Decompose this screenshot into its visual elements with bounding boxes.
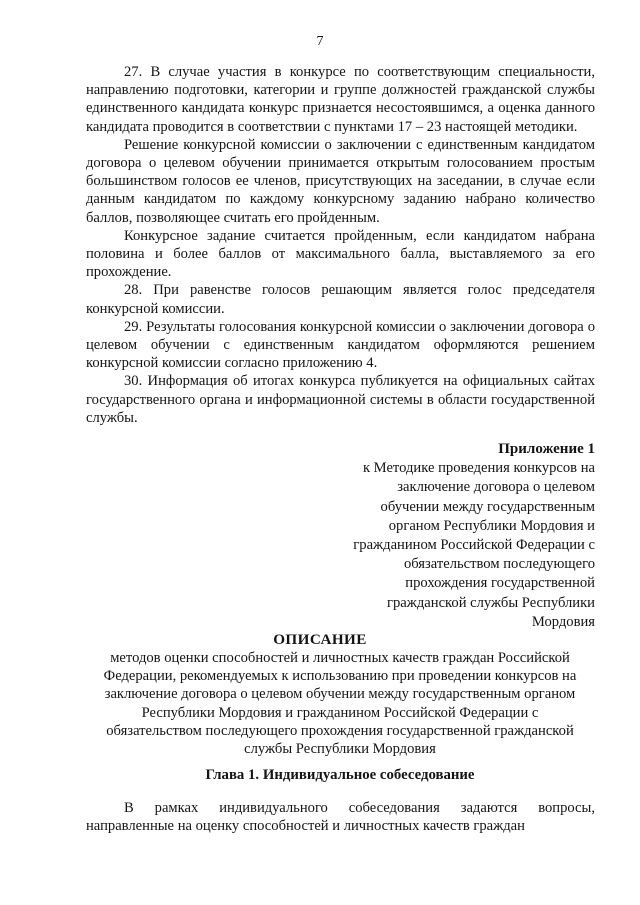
appendix-line: Мордовия <box>531 613 595 630</box>
paragraph-clause-27: 27. В случае участия в конкурсе по соответствующим специальности, направлению подготовки, категории и группе должностей гражданской службы единственного кандидата конкурс признается несостоявшимся, а оценка данного кандидата проводится в соответствии с пунктами 17 – 23 настоящей методики. <box>86 64 595 135</box>
description-line: заключение договора о целевом обучении между государственным органом <box>104 686 576 703</box>
methodology-clauses <box>86 63 595 427</box>
paragraph-task-passed: Конкурсное задание считается пройденным, если кандидатом набрана половина и более баллов от максимального балла, выставляемого за его прохождение. <box>86 227 595 281</box>
description-title: ОПИСАНИЕ <box>273 631 367 648</box>
chapter-body <box>86 799 595 835</box>
description-line: Республики Мордовия и гражданином Российской Федерации с <box>141 704 539 721</box>
appendix-line: гражданином Российской Федерации с <box>353 537 595 554</box>
page-number: 7 <box>316 34 324 49</box>
description-line: службы Республики Мордовия <box>244 741 436 758</box>
description-subtitle <box>82 649 598 758</box>
description-line: методов оценки способностей и личностных качеств граждан Российской <box>110 650 570 666</box>
appendix-line: гражданской службы Республики <box>387 594 595 611</box>
description-line: обязательством последующего прохождения государственной гражданской <box>106 722 574 739</box>
appendix-line: обязательством последующего <box>403 556 595 573</box>
chapter-title: Глава 1. Индивидуальное собеседование <box>205 767 475 783</box>
appendix-title: Приложение 1 <box>498 441 595 457</box>
appendix-line: к Методике проведения конкурсов на <box>362 460 595 477</box>
paragraph-clause-28: 28. При равенстве голосов решающим является голос председателя конкурсной комиссии. <box>86 282 595 317</box>
paragraph-clause-29: 29. Результаты голосования конкурсной комиссии о заключении договора о целевом обучении с единственным кандидатом оформляются решением конкурсной комиссии согласно приложению 4. <box>86 318 595 372</box>
paragraph-commission-decision: Решение конкурсной комиссии о заключении с единственным кандидатом договора о целевом обучении принимается открытым голосованием простым большинством голосов ее членов, присутствующих на заседании, в случае если данным кандидатом по каждому конкурсному заданию набрано количество баллов, позволяющее считать его пройденным. <box>86 136 595 226</box>
paragraph-clause-30: 30. Информация об итогах конкурса публикуется на официальных сайтах государственного органа и информационной системы в области государственной службы. <box>86 373 595 426</box>
appendix-line: органом Республики Мордовия и <box>388 517 595 534</box>
appendix-line: прохождения государственной <box>405 575 595 592</box>
appendix-heading <box>300 440 595 632</box>
appendix-line: заключение договора о целевом <box>397 479 595 496</box>
paragraph-interview: В рамках индивидуального собеседования задаются вопросы, направленные на оценку способностей и личностных качеств граждан <box>86 800 595 835</box>
description-line: Федерации, рекомендуемых к использованию при проведении конкурсов на <box>103 668 577 685</box>
appendix-line: обучении между государственным <box>380 498 595 515</box>
